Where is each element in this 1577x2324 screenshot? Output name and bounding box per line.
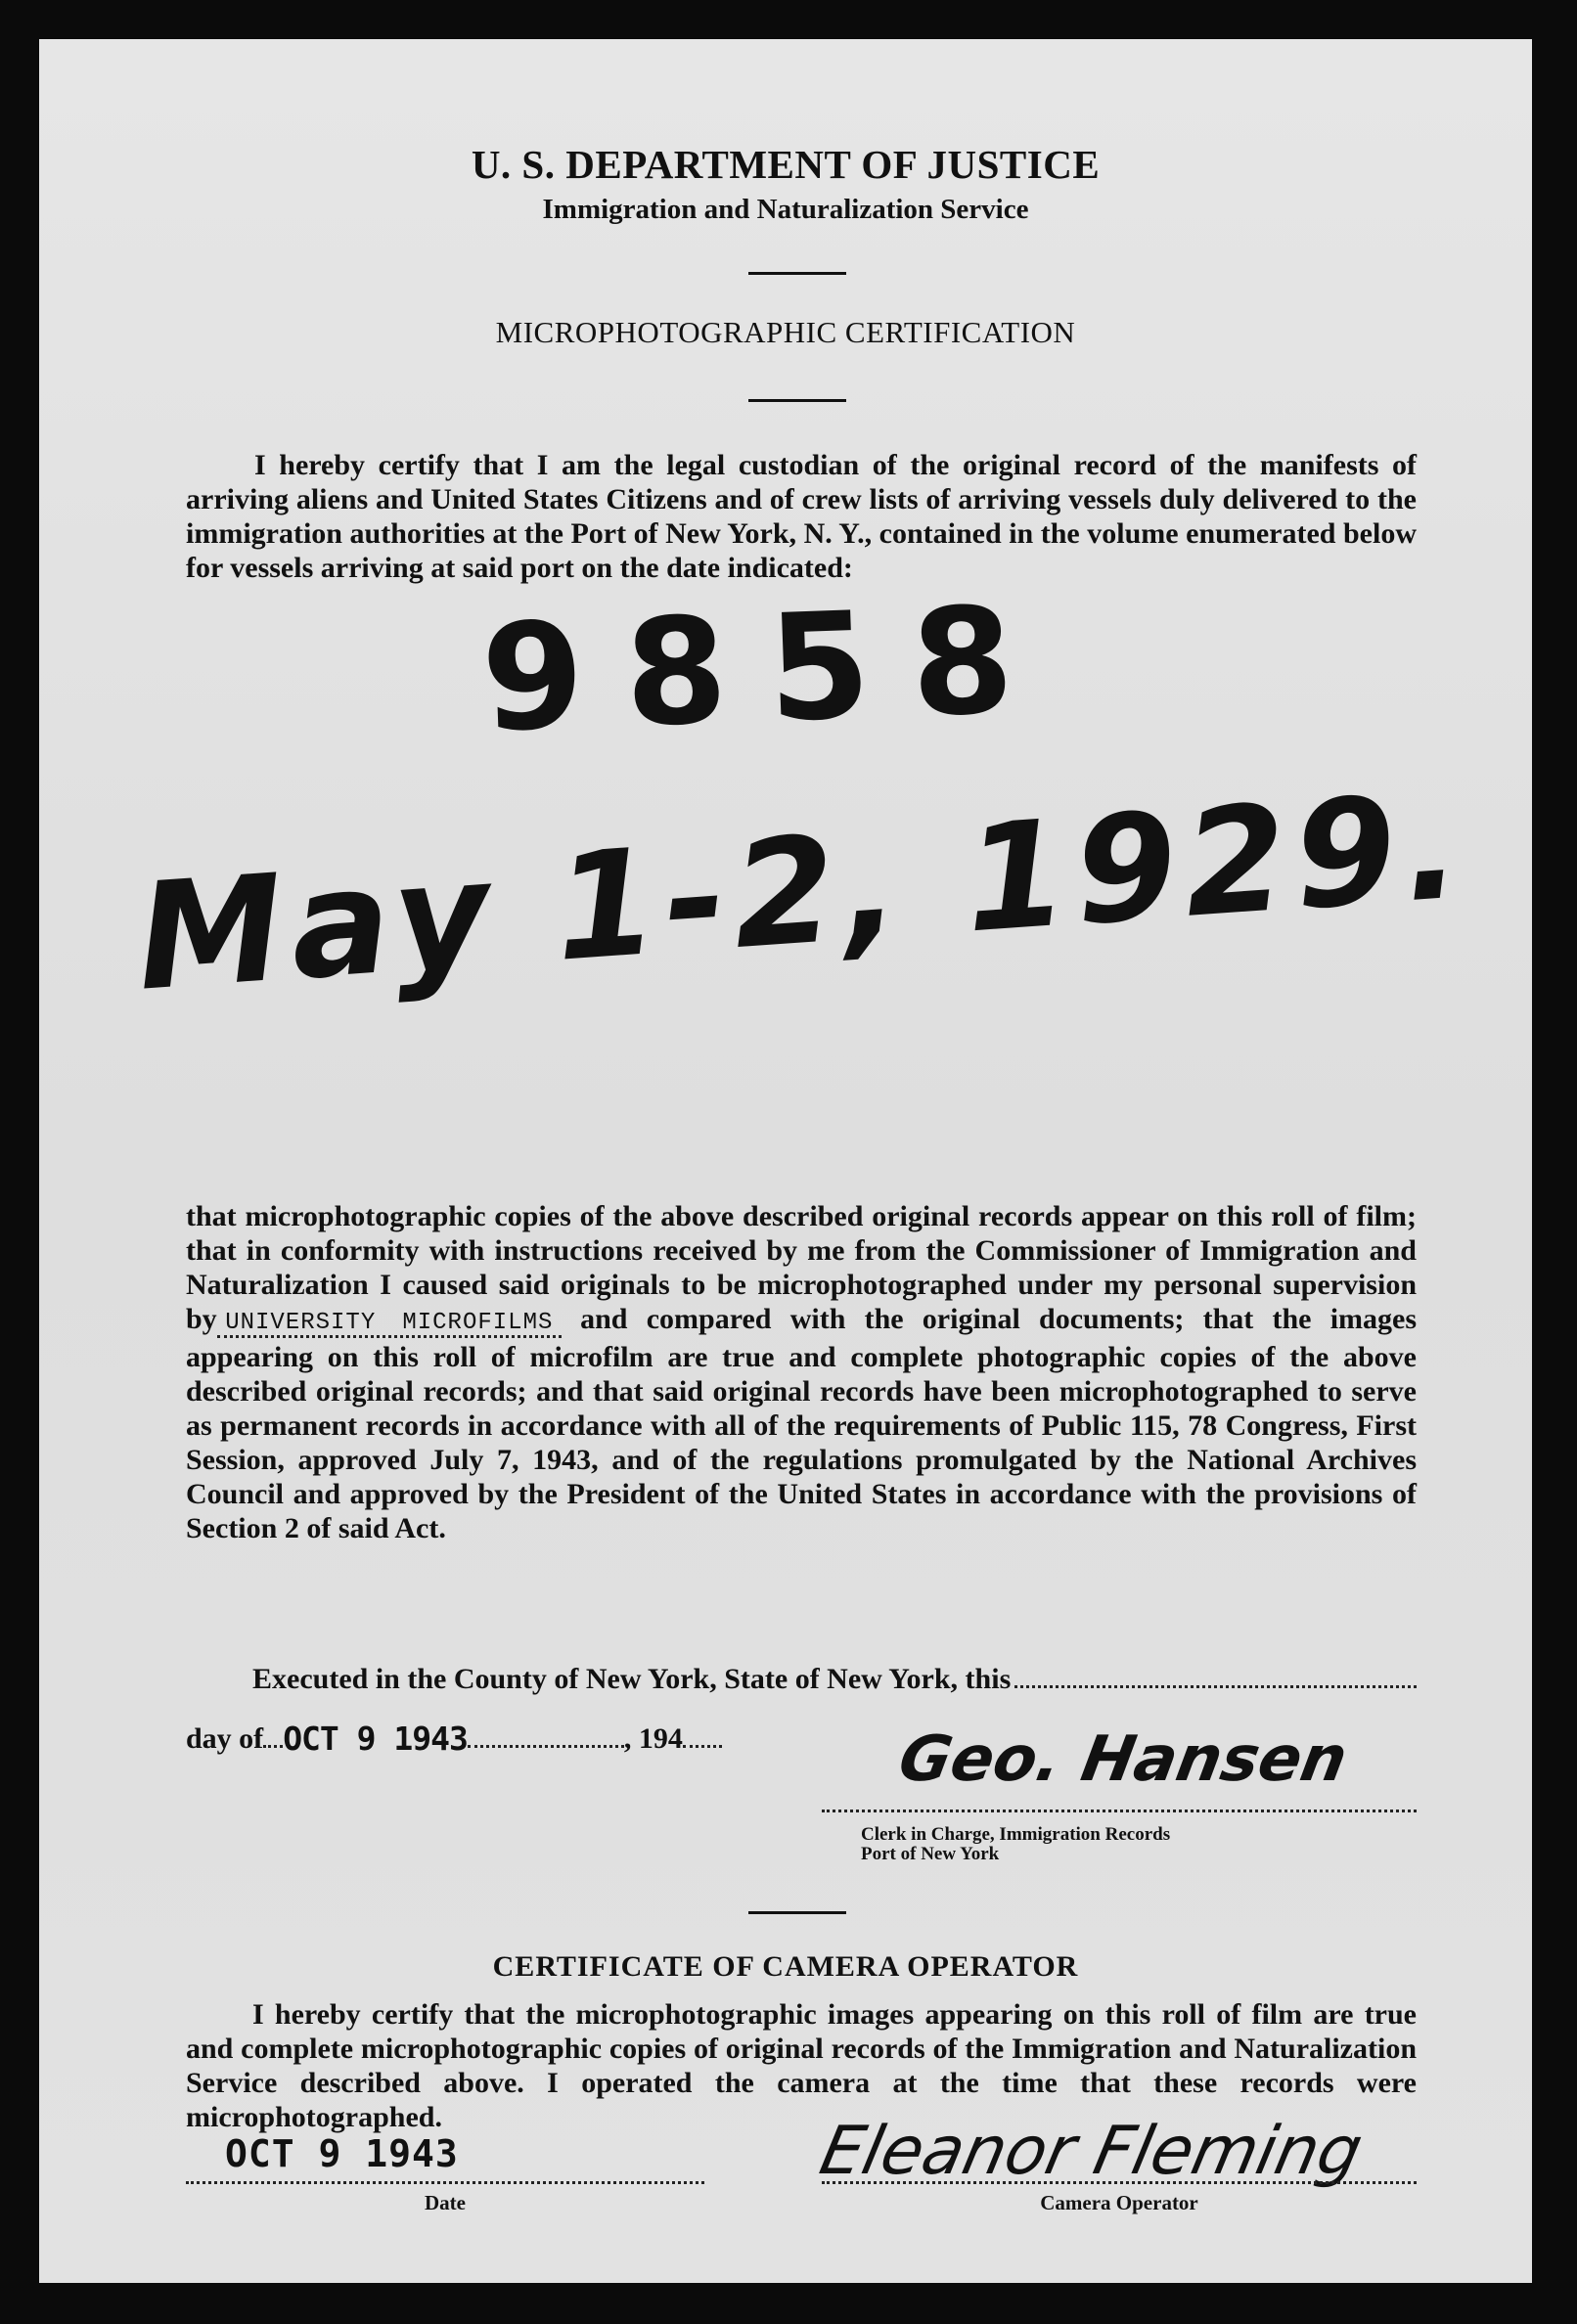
handwritten-volume-number: 9858 bbox=[478, 574, 1058, 765]
custodian-paragraph: I hereby certify that I am the legal custodian of the original record of the manifests of arriving aliens and United States Citizens and of crew lists of arriving vessels duly delivered to the immigration authorities at the Port of New York, N. Y., contained in the volume enumerated below for vessels arriving at said port on the date indicated: bbox=[186, 449, 1417, 584]
clerk-date-stamp: OCT 9 1943 bbox=[283, 1720, 468, 1758]
clerk-signature-line bbox=[822, 1810, 1417, 1812]
certification-title: MICROPHOTOGRAPHIC CERTIFICATION bbox=[495, 315, 1076, 349]
service-subheading: Immigration and Naturalization Service bbox=[542, 194, 1029, 225]
camera-section-title: CERTIFICATE OF CAMERA OPERATOR bbox=[492, 1950, 1079, 1983]
filmed-by-value: UNIVERSITY MICROFILMS bbox=[225, 1310, 554, 1336]
department-heading: U. S. DEPARTMENT OF JUSTICE bbox=[471, 142, 1101, 187]
filmed-by-fill bbox=[217, 1303, 562, 1338]
year-prefix: 194 bbox=[638, 1722, 683, 1755]
clerk-signature: Geo. Hansen bbox=[893, 1723, 1353, 1796]
camera-operator-signature: Eleanor Fleming bbox=[813, 2113, 1370, 2190]
certificate-page bbox=[39, 39, 1532, 2283]
executed-blank bbox=[1014, 1685, 1417, 1688]
executed-line bbox=[252, 1662, 1417, 1696]
microfilm-paragraph bbox=[186, 1199, 1417, 1545]
camera-date-label: Date bbox=[425, 2191, 466, 2214]
microfilm-paragraph-end: and compared with the original documents; that the images appearing on this roll of microfilm are true and complete photographic copies of the above described original records; and that said original records have been microphotographed to serve as permanent records in accordance with all of the requirements of Public 115, 78 Congress, First Session, approved July 7, 1943, and of the regulations promulgated by the National Archives Council and approved by the President of the United States in accordance with the provisions of Section 2 of said Act. bbox=[186, 1303, 1418, 1544]
camera-paragraph: I hereby certify that the microphotographic images appearing on this roll of film are true and complete microphotographic copies of original records of the Immigration and Naturalization Service described above. I operated the camera at the time that these records were microphotographed. bbox=[186, 1998, 1417, 2133]
year-comma: , bbox=[623, 1722, 639, 1755]
handwritten-date: May 1-2, 1929. bbox=[131, 760, 1473, 1024]
day-of-label: day of bbox=[186, 1722, 264, 1755]
divider bbox=[748, 1911, 846, 1914]
executed-text: Executed in the County of New York, State of New York, this bbox=[252, 1663, 1012, 1695]
year-blank bbox=[683, 1745, 722, 1748]
clerk-title-line2: Port of New York bbox=[861, 1844, 1000, 1864]
month-blank bbox=[468, 1745, 624, 1748]
camera-operator-label: Camera Operator bbox=[1040, 2191, 1198, 2214]
clerk-title bbox=[861, 1825, 1170, 1864]
clerk-title-line1: Clerk in Charge, Immigration Records bbox=[861, 1824, 1171, 1845]
day-of-line bbox=[186, 1721, 871, 1756]
divider bbox=[748, 399, 846, 402]
microfilm-paragraph-start: that microphotographic copies of the above described original records appear on this roll of film; that in conformity with instructions received by me from the Commissioner of Immigration and Naturalization I caused said originals to be microphotographed under my personal supervision by bbox=[186, 1200, 1417, 1335]
camera-date-line bbox=[186, 2181, 704, 2184]
divider bbox=[748, 272, 846, 275]
camera-date-stamp: OCT 9 1943 bbox=[225, 2132, 459, 2175]
day-blank bbox=[263, 1745, 283, 1748]
camera-operator-line bbox=[822, 2181, 1417, 2184]
